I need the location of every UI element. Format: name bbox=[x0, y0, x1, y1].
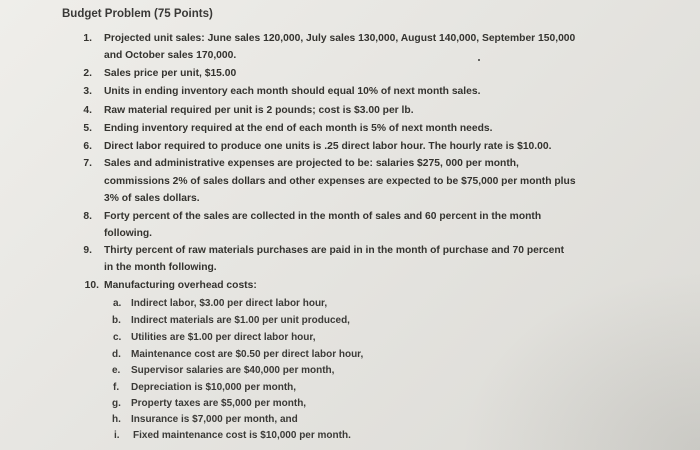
overhead-letter: a. bbox=[113, 298, 122, 309]
overhead-letter: g. bbox=[112, 398, 121, 409]
overhead-text: Indirect labor, $3.00 per direct labor hour, bbox=[131, 298, 328, 309]
overhead-text: Supervisor salaries are $40,000 per month, bbox=[131, 365, 335, 376]
item-number: 5. bbox=[83, 123, 92, 134]
item-text: in the month following. bbox=[104, 262, 217, 273]
overhead-letter: d. bbox=[112, 349, 121, 360]
item-text: and October sales 170,000. bbox=[104, 50, 237, 61]
item-text: Thirty percent of raw materials purchases are paid in in the month of purchase and 70 percent bbox=[104, 245, 565, 256]
overhead-text: Property taxes are $5,000 per month, bbox=[131, 398, 307, 409]
page-title: Budget Problem (75 Points) bbox=[62, 8, 213, 20]
overhead-letter: f. bbox=[113, 382, 120, 393]
item-number: 6. bbox=[83, 141, 92, 152]
overhead-text: Fixed maintenance cost is $10,000 per month. bbox=[133, 430, 351, 441]
item-text: Ending inventory required at the end of each month is 5% of next month needs. bbox=[104, 123, 493, 134]
item-text: 3% of sales dollars. bbox=[104, 193, 200, 204]
item-number: 3. bbox=[83, 86, 92, 97]
item-text: Forty percent of the sales are collected in the month of sales and 60 percent in the month bbox=[104, 211, 542, 222]
overhead-letter: b. bbox=[112, 315, 121, 326]
item-number: 8. bbox=[83, 211, 92, 222]
item-number: 2. bbox=[83, 68, 92, 79]
stray-mark bbox=[478, 59, 480, 61]
item-text: commissions 2% of sales dollars and other expenses are expected to be $75,000 per month plus bbox=[104, 176, 576, 187]
overhead-text: Depreciation is $10,000 per month, bbox=[131, 382, 297, 393]
overhead-text: Indirect materials are $1.00 per unit produced, bbox=[131, 315, 350, 326]
item-text: Sales price per unit, $15.00 bbox=[104, 68, 237, 79]
overhead-letter: h. bbox=[112, 414, 121, 425]
item-text: Projected unit sales: June sales 120,000, July sales 130,000, August 140,000, September 150,000 bbox=[104, 33, 576, 44]
item-number: 10. bbox=[84, 280, 99, 291]
overhead-letter: i. bbox=[114, 430, 120, 441]
item-text: Sales and administrative expenses are projected to be: salaries $275, 000 per month, bbox=[104, 158, 519, 169]
overhead-text: Maintenance cost are $0.50 per direct labor hour, bbox=[131, 349, 364, 360]
overhead-text: Utilities are $1.00 per direct labor hour, bbox=[131, 332, 316, 343]
overhead-letter: c. bbox=[113, 332, 122, 343]
item-text: following. bbox=[104, 228, 153, 239]
item-text: Units in ending inventory each month should equal 10% of next month sales. bbox=[104, 86, 481, 97]
item-number: 1. bbox=[83, 33, 92, 44]
item-text: Direct labor required to produce one units is .25 direct labor hour. The hourly rate is $10.00. bbox=[104, 141, 552, 152]
overhead-letter: e. bbox=[112, 365, 121, 376]
item-text: Manufacturing overhead costs: bbox=[104, 280, 257, 291]
item-number: 4. bbox=[83, 105, 92, 116]
overhead-text: Insurance is $7,000 per month, and bbox=[131, 414, 298, 425]
item-number: 7. bbox=[83, 158, 92, 169]
item-text: Raw material required per unit is 2 pounds; cost is $3.00 per lb. bbox=[104, 105, 414, 116]
item-number: 9. bbox=[83, 245, 92, 256]
